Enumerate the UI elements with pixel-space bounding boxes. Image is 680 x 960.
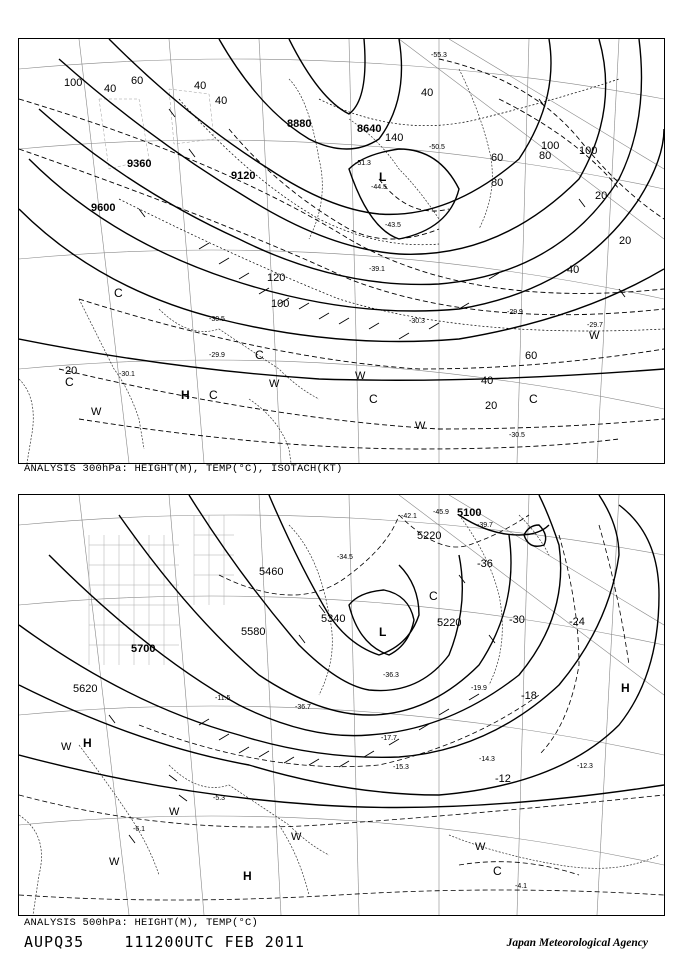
warm-center: W xyxy=(61,741,72,753)
agency-name: Japan Meteorological Agency xyxy=(506,937,648,949)
map-300hpa-svg xyxy=(19,39,664,463)
temp-label: -29.7 xyxy=(587,322,603,329)
low-center: L xyxy=(379,170,387,184)
height-label: 5340 xyxy=(321,613,346,625)
isotach-label: 100 xyxy=(64,77,83,89)
height-label: 9600 xyxy=(91,202,116,214)
isotach-label: 80 xyxy=(491,177,504,189)
warm-center: W xyxy=(415,420,426,432)
cold-center: C xyxy=(255,348,264,362)
height-labels-300 xyxy=(91,118,381,214)
isotach-label: 20 xyxy=(65,365,78,377)
isotach-label: 20 xyxy=(619,235,632,247)
warm-center: W xyxy=(475,841,486,853)
temp-label: -30.1 xyxy=(119,371,135,378)
temp-label: -15.3 xyxy=(393,764,409,771)
temp-label: -36.7 xyxy=(295,704,311,711)
height-label: 9120 xyxy=(231,170,256,182)
low-center: L xyxy=(379,625,387,639)
temp-label: -29.9 xyxy=(209,352,225,359)
caption-300hpa: ANALYSIS 300hPa: HEIGHT(M), TEMP(°C), ISOTACH(KT) xyxy=(24,463,343,475)
map-panel-300hpa xyxy=(18,38,665,464)
height-label: 9360 xyxy=(127,158,152,170)
map-panel-500hpa xyxy=(18,494,665,916)
temp-labels-500 xyxy=(133,509,593,890)
isotach-label: 140 xyxy=(385,132,404,144)
warm-center: W xyxy=(109,856,120,868)
cold-center: C xyxy=(65,375,74,389)
high-center: H xyxy=(243,869,252,883)
warm-center: W xyxy=(269,378,280,390)
warm-center: W xyxy=(589,330,600,342)
temp-label: -34.5 xyxy=(337,554,353,561)
isotach-label: 120 xyxy=(267,272,286,284)
cold-center: C xyxy=(529,392,538,406)
cold-center: C xyxy=(369,392,378,406)
isotach-label: 40 xyxy=(104,83,117,95)
temp-label: -30.3 xyxy=(409,318,425,325)
warm-center: W xyxy=(169,806,180,818)
temp-label: -24 xyxy=(569,616,585,628)
temp-label: -19.9 xyxy=(471,685,487,692)
isotach-label: 60 xyxy=(131,75,144,87)
isotach-label: 60 xyxy=(525,350,538,362)
terrain-hatch xyxy=(99,89,214,169)
temp-label: -55.3 xyxy=(431,52,447,59)
height-label: 5220 xyxy=(437,617,462,629)
high-center: H xyxy=(83,736,92,750)
height-label: 5460 xyxy=(259,566,284,578)
isotach-label: 100 xyxy=(579,145,598,157)
height-label: 8880 xyxy=(287,118,312,130)
temp-label: -36 xyxy=(477,558,493,570)
warm-center: W xyxy=(355,370,366,382)
temp-label: -30.5 xyxy=(209,316,225,323)
temp-label: -12.3 xyxy=(577,763,593,770)
isotherms xyxy=(19,515,664,900)
cold-center: C xyxy=(114,286,123,300)
temp-label: -39.1 xyxy=(369,266,385,273)
warm-center: W xyxy=(91,406,102,418)
temp-label: -12 xyxy=(495,773,511,785)
isotach-label: 20 xyxy=(485,400,498,412)
cold-center: C xyxy=(493,864,502,878)
temp-label: -51.3 xyxy=(355,160,371,167)
temp-label: -43.5 xyxy=(385,222,401,229)
isotach-label: 20 xyxy=(595,190,608,202)
isotach-label: 100 xyxy=(271,298,290,310)
map-500hpa-svg xyxy=(19,495,664,915)
isotach-label: 40 xyxy=(567,264,580,276)
caption-500hpa: ANALYSIS 500hPa: HEIGHT(M), TEMP(°C) xyxy=(24,917,259,929)
chart-code-line xyxy=(24,933,305,951)
isotach-label: 100 xyxy=(541,140,560,152)
cold-center: C xyxy=(209,388,218,402)
chart-id: AUPQ35 xyxy=(24,933,85,951)
chart-datetime: 111200UTC FEB 2011 xyxy=(124,933,305,951)
temp-label: -5.3 xyxy=(213,795,226,802)
height-label: 5620 xyxy=(73,683,98,695)
height-label: 5100 xyxy=(457,507,482,519)
coastlines xyxy=(19,515,659,915)
temp-label: -14.3 xyxy=(479,756,495,763)
isotach-label: 40 xyxy=(481,375,494,387)
temp-label: -30 xyxy=(509,614,525,626)
isotach-label: 80 xyxy=(539,150,552,162)
height-label: 5220 xyxy=(417,530,442,542)
height-label: 5580 xyxy=(241,626,266,638)
temp-label: -36.3 xyxy=(383,672,399,679)
temp-label: -18 xyxy=(521,690,537,702)
isotach-label: 40 xyxy=(421,87,434,99)
temp-label: -30.5 xyxy=(509,432,525,439)
high-center: H xyxy=(621,681,630,695)
temp-label: -29.9 xyxy=(507,309,523,316)
isotach-label: 60 xyxy=(491,152,504,164)
warm-center: W xyxy=(291,831,302,843)
high-center: H xyxy=(181,388,190,402)
terrain-hatch xyxy=(89,515,234,665)
temp-label: -39.7 xyxy=(477,522,493,529)
cold-center: C xyxy=(429,589,438,603)
height-contours xyxy=(19,495,664,808)
temp-label: -45.9 xyxy=(433,509,449,516)
height-label: 8640 xyxy=(357,123,382,135)
temp-label: -11.5 xyxy=(215,695,231,702)
height-label: 5700 xyxy=(131,643,156,655)
isotach-label: 40 xyxy=(194,80,207,92)
temp-label: -4.1 xyxy=(515,883,528,890)
temp-label: -6.1 xyxy=(133,826,146,833)
temp-label: -50.5 xyxy=(429,144,445,151)
temp-label: -42.1 xyxy=(401,513,417,520)
isotach-label: 40 xyxy=(215,95,228,107)
centers-300 xyxy=(65,170,600,432)
graticule xyxy=(19,39,664,463)
temp-label: -17.7 xyxy=(381,735,397,742)
temp-label: -44.5 xyxy=(371,184,387,191)
